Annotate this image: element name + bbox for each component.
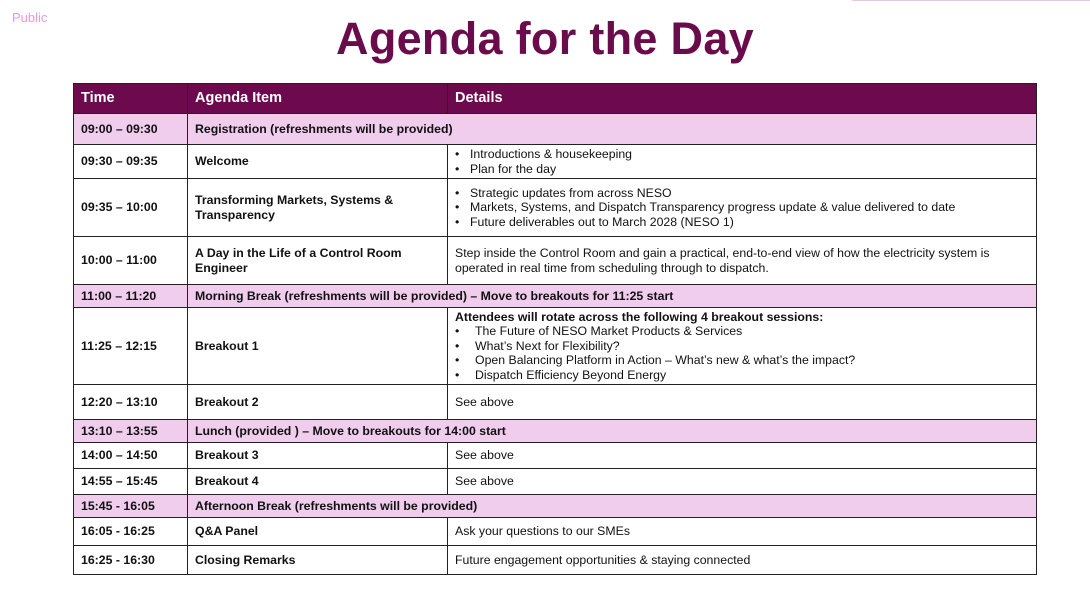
table-row: [74, 385, 1037, 420]
header-agenda-item: Agenda Item: [188, 84, 448, 114]
row-time: 10:00 – 11:00: [74, 237, 188, 285]
row-details: Ask your questions to our SMEs: [448, 518, 1037, 546]
row-time: 14:00 – 14:50: [74, 443, 188, 469]
table-row: [74, 469, 1037, 495]
row-details: See above: [448, 443, 1037, 469]
table-row: [74, 179, 1037, 237]
row-time: 12:20 – 13:10: [74, 385, 188, 420]
table-row: [74, 237, 1037, 285]
row-item: Transforming Markets, Systems & Transparency: [188, 179, 448, 237]
row-details: [448, 179, 1037, 237]
detail-bullet: • Open Balancing Platform in Action – What’s new & what’s the impact?: [455, 353, 1029, 368]
table-row: [74, 518, 1037, 546]
row-time: 11:00 – 11:20: [74, 285, 188, 308]
table-header-row: [74, 84, 1037, 114]
classification-label: Public: [12, 10, 48, 25]
row-time: 09:00 – 09:30: [74, 114, 188, 145]
detail-bullet: • Dispatch Efficiency Beyond Energy: [455, 368, 1029, 383]
table-row: [74, 495, 1037, 518]
header-time: Time: [74, 84, 188, 114]
row-time: 09:35 – 10:00: [74, 179, 188, 237]
row-item: Breakout 3: [188, 443, 448, 469]
detail-bullet: • Plan for the day: [455, 162, 1029, 177]
row-span-text: Registration (refreshments will be provided): [188, 114, 1037, 145]
row-item: A Day in the Life of a Control Room Engineer: [188, 237, 448, 285]
row-details: Future engagement opportunities & staying connected: [448, 546, 1037, 575]
table-row: [74, 443, 1037, 469]
table-row: [74, 145, 1037, 179]
row-details: [448, 145, 1037, 179]
detail-bullet: • Markets, Systems, and Dispatch Transparency progress update & value delivered to date: [455, 200, 1029, 215]
row-item: Breakout 1: [188, 308, 448, 385]
page-title: Agenda for the Day: [336, 13, 754, 64]
row-time: 09:30 – 09:35: [74, 145, 188, 179]
row-item: Closing Remarks: [188, 546, 448, 575]
row-item: Breakout 4: [188, 469, 448, 495]
row-time: 14:55 – 15:45: [74, 469, 188, 495]
table-row: [74, 308, 1037, 385]
row-details: See above: [448, 385, 1037, 420]
row-item: Q&A Panel: [188, 518, 448, 546]
agenda-table: [73, 83, 1037, 575]
row-time: 11:25 – 12:15: [74, 308, 188, 385]
row-item: Welcome: [188, 145, 448, 179]
row-details: Step inside the Control Room and gain a practical, end-to-end view of how the electricity system is operated in real time from scheduling through to dispatch.: [448, 237, 1037, 285]
table-row: [74, 285, 1037, 308]
detail-bullet: • Future deliverables out to March 2028 (NESO 1): [455, 215, 1029, 230]
detail-bullet: • The Future of NESO Market Products & Services: [455, 324, 1029, 339]
table-row: [74, 546, 1037, 575]
detail-bullet: • Introductions & housekeeping: [455, 147, 1029, 162]
row-span-text: Afternoon Break (refreshments will be provided): [188, 495, 1037, 518]
detail-bullet: • Strategic updates from across NESO: [455, 186, 1029, 201]
breakout-intro: Attendees will rotate across the following 4 breakout sessions:: [455, 309, 824, 324]
top-divider: [852, 0, 1090, 1]
table-row: [74, 114, 1037, 145]
row-span-text: Morning Break (refreshments will be provided) – Move to breakouts for 11:25 start: [188, 285, 1037, 308]
header-details: Details: [448, 84, 1037, 114]
row-time: 15:45 - 16:05: [74, 495, 188, 518]
row-time: 16:05 - 16:25: [74, 518, 188, 546]
detail-bullet: • What’s Next for Flexibility?: [455, 339, 1029, 354]
row-item: Breakout 2: [188, 385, 448, 420]
row-span-text: Lunch (provided ) – Move to breakouts for 14:00 start: [188, 420, 1037, 443]
row-time: 13:10 – 13:55: [74, 420, 188, 443]
row-details: [448, 308, 1037, 385]
row-time: 16:25 - 16:30: [74, 546, 188, 575]
row-details: See above: [448, 469, 1037, 495]
table-row: [74, 420, 1037, 443]
